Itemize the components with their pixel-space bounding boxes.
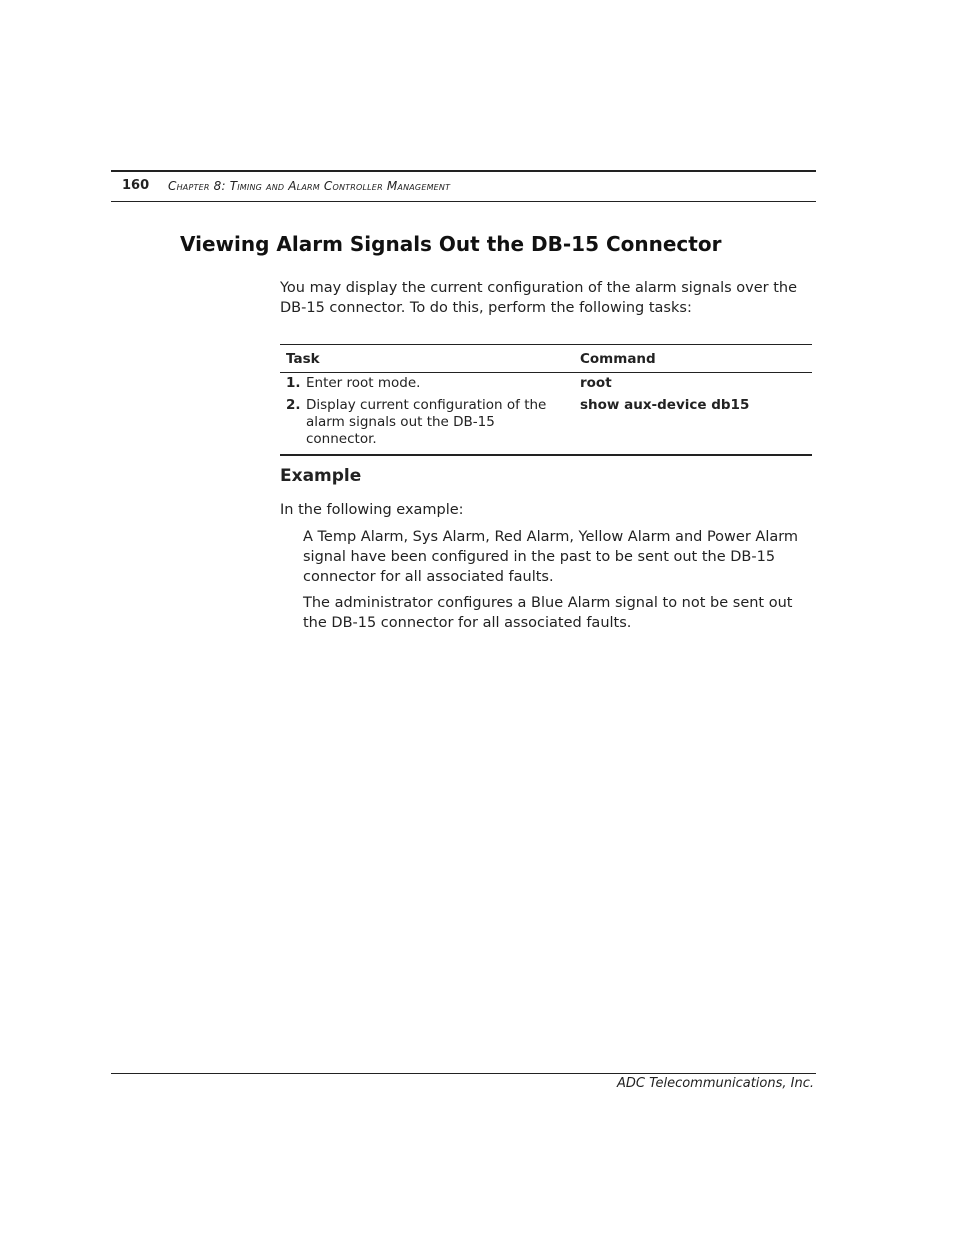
command-cell: show aux-device db15 <box>574 396 812 455</box>
table-row <box>280 373 812 397</box>
task-command-table <box>280 344 812 456</box>
page-number: 160 <box>122 178 150 193</box>
footer-rule <box>111 1073 816 1074</box>
task-text: Display current configuration of the alarm signals out the DB-15 connector. <box>306 397 547 447</box>
intro-paragraph: You may display the current configuration of the alarm signals over the DB-15 connector. To do this, perform the following tasks: <box>280 280 798 316</box>
task-cell <box>280 396 574 455</box>
header-rule-top <box>111 170 816 172</box>
table-row <box>280 396 812 455</box>
task-text: Enter root mode. <box>306 375 421 391</box>
command-cell: root <box>580 375 612 391</box>
column-header-task: Task <box>280 345 574 373</box>
section-title: Viewing Alarm Signals Out the DB-15 Connector <box>180 232 722 256</box>
column-header-command: Command <box>574 345 812 373</box>
example-intro: In the following example: <box>280 502 464 518</box>
step-number: 1. <box>286 375 301 391</box>
example-heading: Example <box>280 466 362 486</box>
running-head: Chapter 8: Timing and Alarm Controller Management <box>168 179 451 193</box>
task-cell <box>280 373 574 397</box>
header-rule-bottom <box>111 201 816 202</box>
footer-company: ADC Telecommunications, Inc. <box>617 1076 814 1091</box>
table-header-row <box>280 345 812 373</box>
step-number: 2. <box>286 397 301 413</box>
example-paragraph-2: The administrator configures a Blue Alarm signal to not be sent out the DB-15 connector for all associated faults. <box>303 595 793 631</box>
example-paragraph-1: A Temp Alarm, Sys Alarm, Red Alarm, Yellow Alarm and Power Alarm signal have been configured in the past to be sent out the DB-15 connector for all associated faults. <box>303 529 799 585</box>
